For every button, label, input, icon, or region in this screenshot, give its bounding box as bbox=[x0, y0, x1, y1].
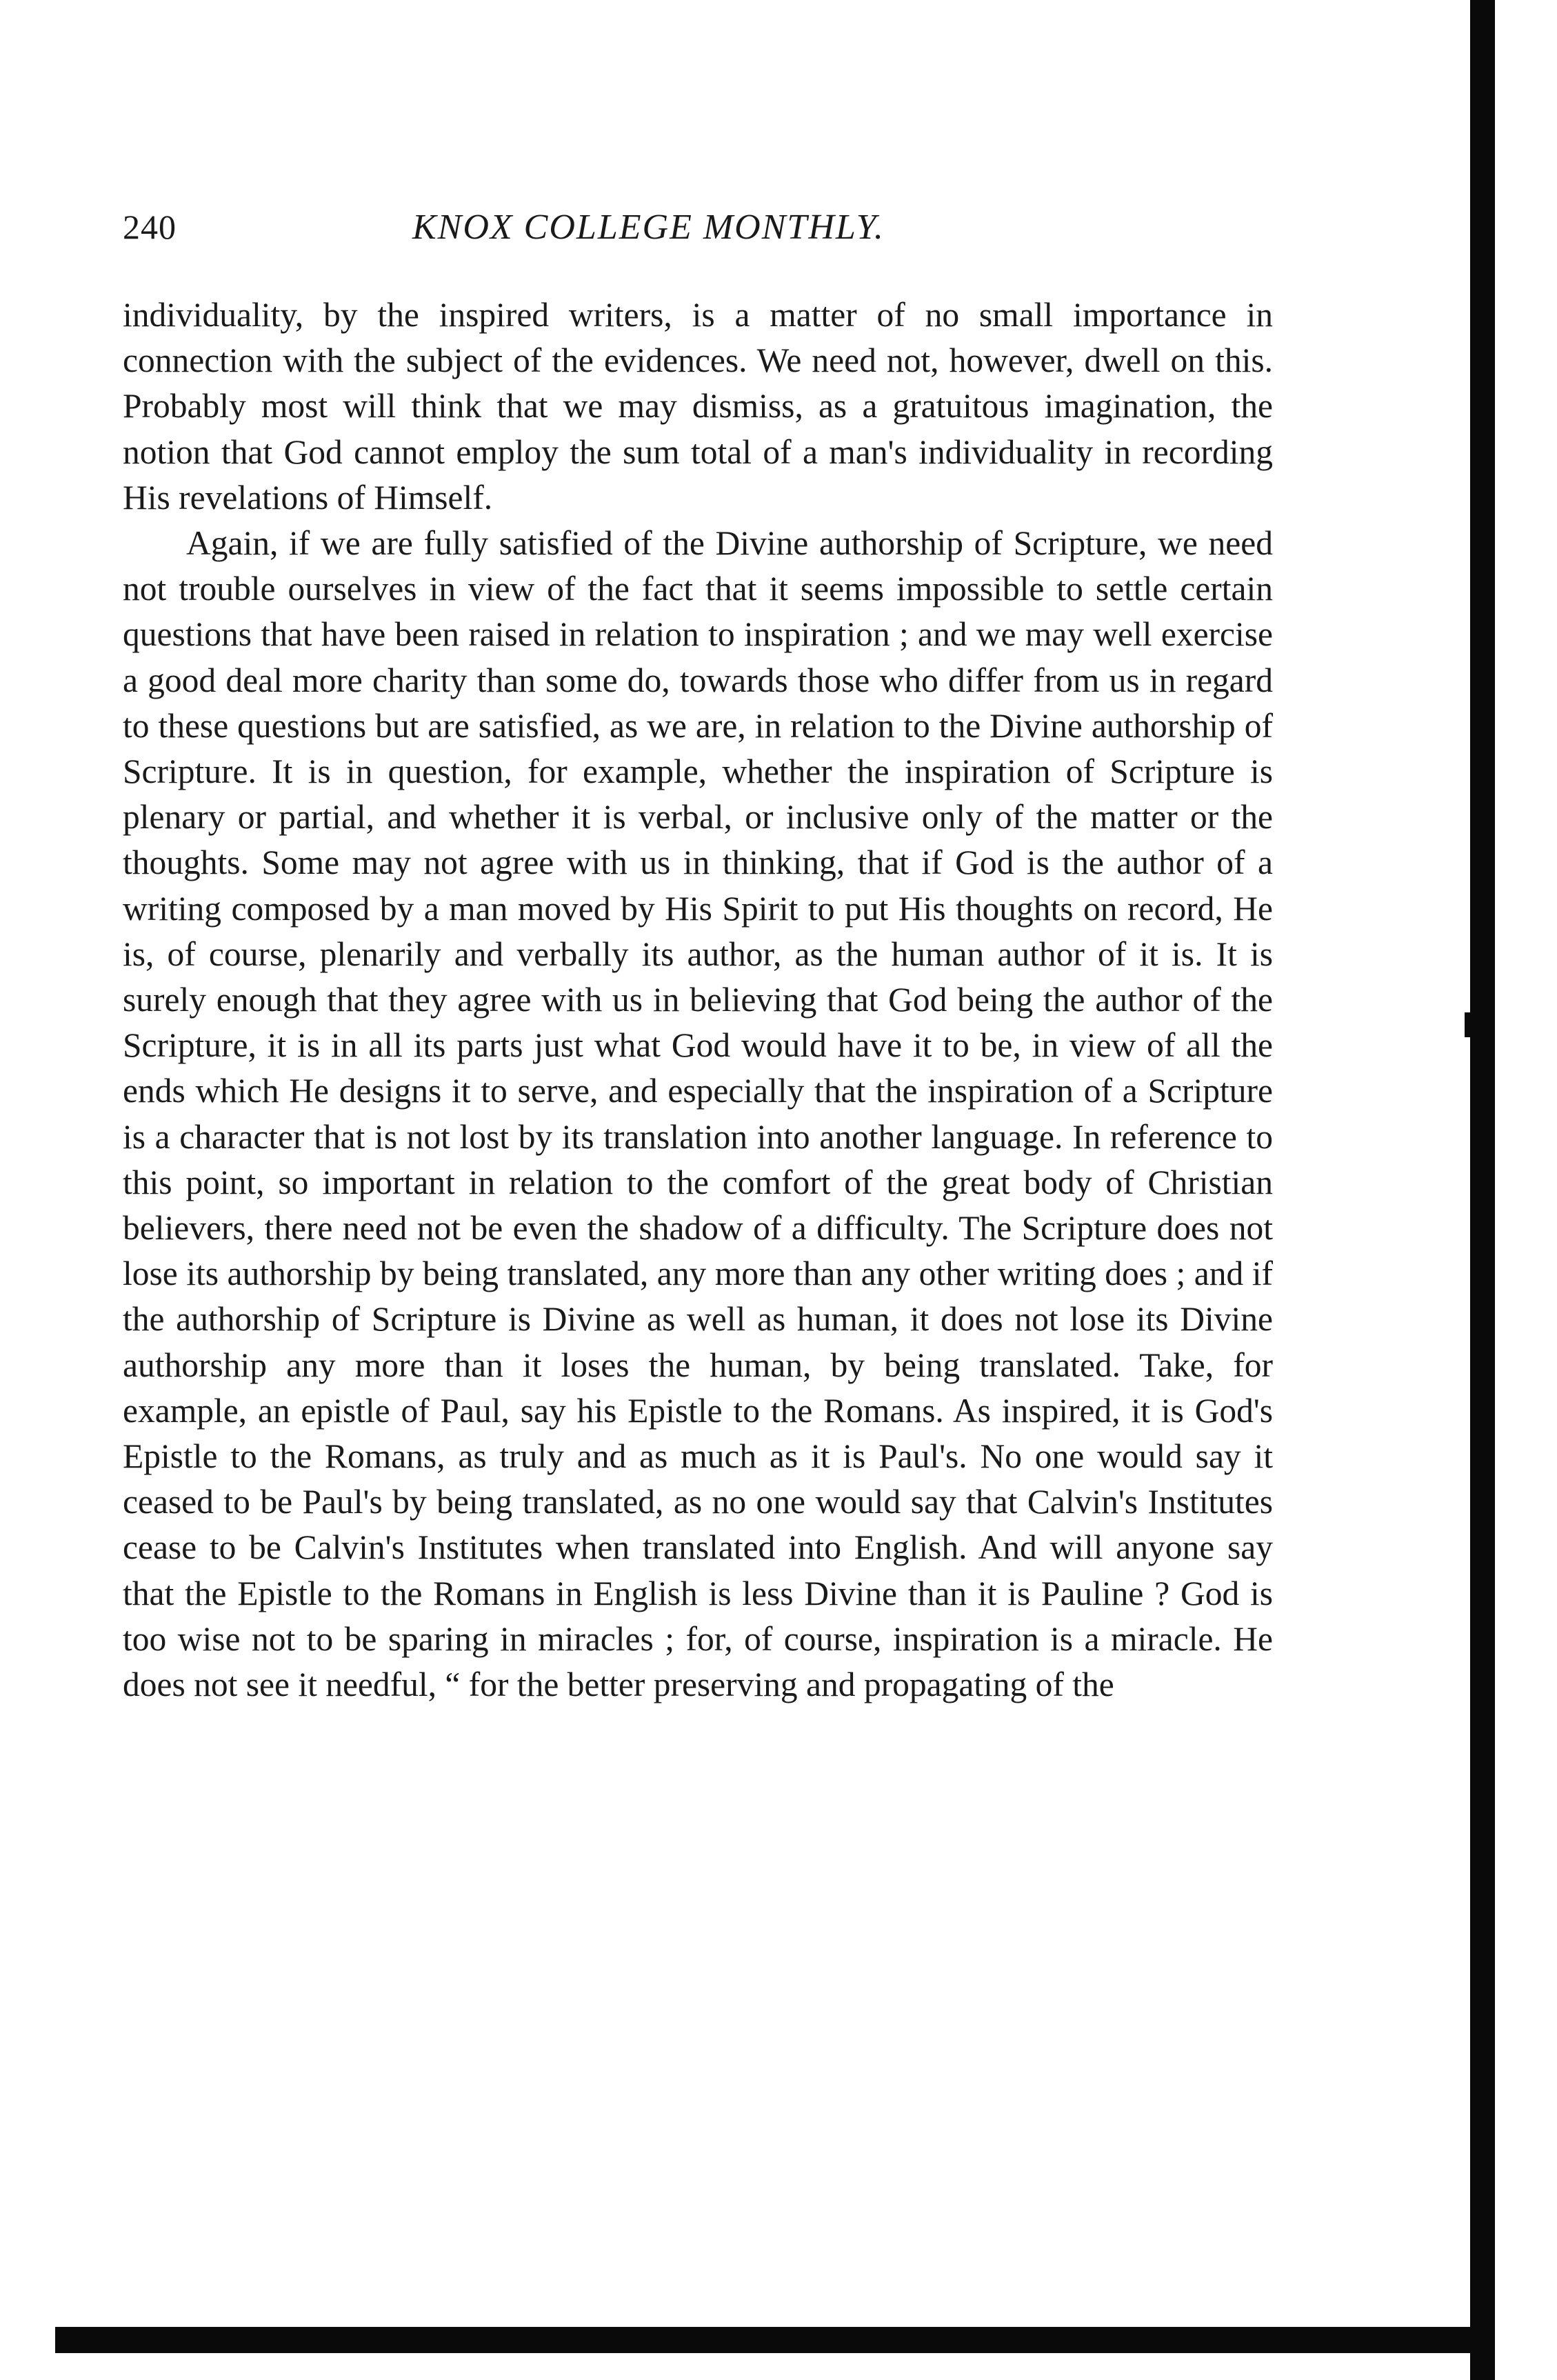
paragraph: Again, if we are fully satisfied of the Divine authorship of Scripture, we need not trouble ourselves in view of the fact that it seems impossible to settle certain questions that have been raised in relation to inspiration ; and we may well exercise a good deal more charity than some do, towards those who differ from us in regard to these questions but are satisfied, as we are, in relation to the Divine authorship of Scripture. It is in question, for example, whether the inspiration of Scripture is plenary or partial, and whether it is verbal, or inclusive only of the matter or the thoughts. Some may not agree with us in thinking, that if God is the author of a writing composed by a man moved by His Spirit to put His thoughts on record, He is, of course, plenarily and verbally its author, as the human author of it is. It is surely enough that they agree with us in believing that God being the author of the Scripture, it is in all its parts just what God would have it to be, in view of all the ends which He designs it to serve, and especially that the inspiration of a Scripture is a character that is not lost by its translation into another language. In reference to this point, so important in relation to the comfort of the great body of Christian believers, there need not be even the shadow of a difficulty. The Scripture does not lose its authorship by being translated, any more than any other writing does ; and if the authorship of Scripture is Divine as well as human, it does not lose its Divine authorship any more than it loses the human, by being translated. Take, for example, an epistle of Paul, say his Epistle to the Romans. As inspired, it is God's Epistle to the Romans, as truly and as much as it is Paul's. No one would say it ceased to be Paul's by being translated, as no one would say that Calvin's Institutes cease to be Calvin's Institutes when translated into English. And will anyone say that the Epistle to the Romans in English is less Divine than it is Pauline ? God is too wise not to be sparing in miracles ; for, of course, inspiration is a miracle. He does not see it needful, “ for the better preserving and propagating of the bbox=[123, 524, 1273, 1704]
page-edge-notch bbox=[1465, 1012, 1474, 1037]
body-text bbox=[123, 292, 1273, 1708]
page-number: 240 bbox=[123, 208, 177, 246]
paragraph-continued: individuality, by the inspired writers, is a matter of no small importance in connection with the subject of the evidences. We need not, however, dwell on this. Probably most will think that we may dismiss, as a gratuitous imagination, the notion that God cannot employ the sum total of a man's individuality in recording His revelations of Himself. bbox=[123, 296, 1273, 517]
page-header bbox=[123, 207, 1281, 262]
page-edge-rule-bottom bbox=[55, 2327, 1495, 2353]
running-head: KNOX COLLEGE MONTHLY. bbox=[412, 208, 885, 247]
page-edge-rule-right bbox=[1470, 0, 1495, 2380]
